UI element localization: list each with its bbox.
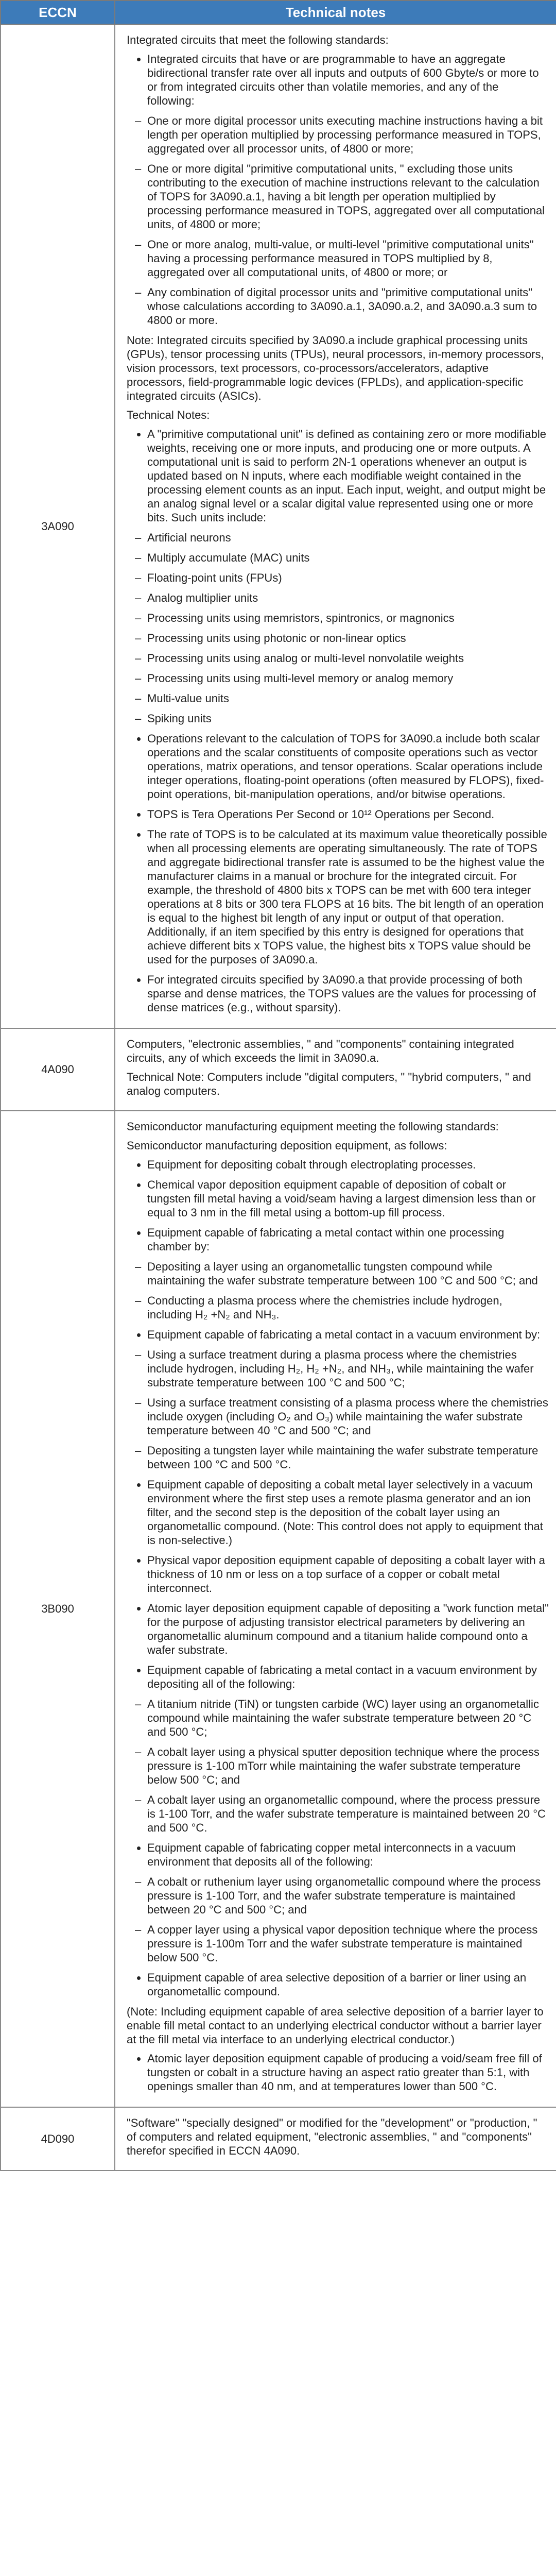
notes-cell bbox=[115, 24, 556, 1028]
dash-item: – Depositing a tungsten layer while maintaining the wafer substrate temperature between 100 °C and 500 °C. bbox=[147, 1444, 549, 1471]
dash-item: – A copper layer using a physical vapor deposition technique where the process pressure is 1-100m Torr and the wafer substrate temperature is maintained below 500 °C. bbox=[147, 1923, 549, 1964]
bullet-item: • Equipment capable of area selective deposition of a barrier or liner using an organometallic compound. bbox=[147, 1971, 549, 1998]
dash-item: – Floating-point units (FPUs) bbox=[147, 571, 549, 585]
dash-item: – Multi-value units bbox=[147, 691, 549, 705]
dash-item: – A cobalt layer using an organometallic compound, where the process pressure is 1-100 Torr, and the wafer substrate temperature is maintained between 20 °C and 500 °C. bbox=[147, 1793, 549, 1835]
notes-cell bbox=[115, 1111, 556, 2107]
notes-cell bbox=[115, 2107, 556, 2171]
note-paragraph: Computers, "electronic assemblies, " and "components" containing integrated circuits, any of which exceeds the limit in 3A090.a. bbox=[127, 1038, 514, 1064]
dash-item: – Spiking units bbox=[147, 711, 549, 725]
bullet-item: • Equipment for depositing cobalt through electroplating processes. bbox=[147, 1158, 549, 1172]
bullet-item: • The rate of TOPS is to be calculated at its maximum value theoretically possible when all processing elements are operating simultaneously. The rate of TOPS and aggregate bidirectional transfer rate is assumed to be the highest value the manufacturer claims in a manual or brochure for the integrated circuit. For example, the threshold of 4800 bits x TOPS can be met with 600 tera integer operations at 8 bits or 300 tera FLOPS at 16 bits. The bit length of an operation is equal to the highest bit length of any input or output of that operation. Additionally, if an item specified by this entry is designed for operations that achieve different bits x TOPS value, the highest bits x TOPS value should be used for the purposes of 3A090.a. bbox=[147, 827, 549, 967]
bullet-list bbox=[127, 1478, 549, 1691]
bullet-list bbox=[127, 1158, 549, 1253]
note-paragraph: Technical Notes: bbox=[127, 409, 210, 421]
header-technical-notes: Technical notes bbox=[115, 1, 556, 24]
dash-item: – Any combination of digital processor units and "primitive computational units" whose calculations according to 3A090.a.1, 3A090.a.2, and 3A090.a.3 sum to 4800 or more. bbox=[147, 285, 549, 327]
bullet-list bbox=[127, 1841, 549, 1869]
eccn-cell: 3B090 bbox=[1, 1111, 115, 2107]
dash-item: – Processing units using multi-level memory or analog memory bbox=[147, 671, 549, 685]
bullet-item: • Integrated circuits that have or are programmable to have an aggregate bidirectional transfer rate over all inputs and outputs of 600 Gbyte/s or more to or from integrated circuits other than volatile memories, and any of the following: bbox=[147, 52, 549, 108]
dash-item: – Artificial neurons bbox=[147, 531, 549, 545]
dash-item: – A titanium nitride (TiN) or tungsten carbide (WC) layer using an organometallic compound while maintaining the wafer substrate temperature between 20 °C and 500 °C; bbox=[147, 1697, 549, 1739]
dash-item: – One or more analog, multi-value, or multi-level "primitive computational units" having a processing performance measured in TOPS multiplied by 8, aggregated over all computational units, of 4800 or more; or bbox=[147, 238, 549, 279]
bullet-item: • Chemical vapor deposition equipment capable of deposition of cobalt or tungsten fill metal having a void/seam having a largest dimension less than or equal to 3 nm in the fill metal using a bottom-up fill process. bbox=[147, 1178, 549, 1219]
bullet-item: • For integrated circuits specified by 3A090.a that provide processing of both sparse and dense matrices, the TOPS values are the values for processing of dense matrices (e.g., without sparsity). bbox=[147, 973, 549, 1014]
bullet-item: • Equipment capable of depositing a cobalt metal layer selectively in a vacuum environment where the first step uses a remote plasma generator and an ion filter, and the second step is the deposition of the cobalt layer using an organometallic compound. (Note: This control does not apply to equipment that is non-selective.) bbox=[147, 1478, 549, 1547]
table-row bbox=[1, 2107, 556, 2171]
bullet-item: • Equipment capable of fabricating copper metal interconnects in a vacuum environment that deposits all of the following: bbox=[147, 1841, 549, 1869]
dash-list bbox=[127, 1875, 549, 1964]
dash-item: – Analog multiplier units bbox=[147, 591, 549, 605]
bullet-list bbox=[127, 52, 549, 108]
bullet-item: • Physical vapor deposition equipment capable of depositing a cobalt layer with a thickness of 10 nm or less on a top surface of a copper or cobalt metal interconnect. bbox=[147, 1553, 549, 1595]
bullet-list bbox=[127, 732, 549, 1014]
header-row bbox=[1, 1, 556, 24]
bullet-item: • Equipment capable of fabricating a metal contact in a vacuum environment by depositing all of the following: bbox=[147, 1663, 549, 1691]
note-paragraph: Note: Integrated circuits specified by 3A090.a include graphical processing units (GPUs), tensor processing units (TPUs), neural processors, in-memory processors, vision processors, text processors, co-processors/accelerators, adaptive processors, field-programmable logic devices (FPLDs), and application-specific integrated circuits (ASICs). bbox=[127, 334, 544, 402]
dash-item: – Depositing a layer using an organometallic tungsten compound while maintaining the wafer substrate temperature between 100 °C and 500 °C; and bbox=[147, 1260, 549, 1287]
bullet-item: • A "primitive computational unit" is defined as containing zero or more modifiable weights, receiving one or more inputs, and producing one or more outputs. A computational unit is said to perform 2N-1 operations whenever an output is updated based on N inputs, where each modifiable weight contained in the processing element counts as an input. Each input, weight, and output might be an analog signal level or a scalar digital value represented using one or more bits. Such units include: bbox=[147, 427, 549, 524]
header-eccn: ECCN bbox=[1, 1, 115, 24]
dash-item: – Conducting a plasma process where the chemistries include hydrogen, including H₂ +N₂ and NH₃. bbox=[147, 1294, 549, 1321]
eccn-cell: 3A090 bbox=[1, 24, 115, 1028]
bullet-list bbox=[127, 1328, 549, 1342]
bullet-item: • Equipment capable of fabricating a metal contact in a vacuum environment by: bbox=[147, 1328, 549, 1342]
bullet-item: • Atomic layer deposition equipment capable of producing a void/seam free fill of tungsten or cobalt in a structure having an aspect ratio greater than 5:1, with openings smaller than 40 nm, and at temperatures lower than 500 °C. bbox=[147, 2052, 549, 2093]
note-paragraph: Technical Note: Computers include "digital computers, " "hybrid computers, " and analog computers. bbox=[127, 1071, 531, 1097]
note-paragraph: (Note: Including equipment capable of area selective deposition of a barrier layer to enable fill metal contact to an underlying electrical conductor without a barrier layer at the fill metal via interface to an underlying electrical conductor.) bbox=[127, 2005, 544, 2046]
note-paragraph: "Software" "specially designed" or modified for the "development" or "production, " of computers and related equipment, "electronic assemblies, " and "components" therefor specified in ECCN 4A090. bbox=[127, 2116, 537, 2157]
dash-item: – A cobalt layer using a physical sputter deposition technique where the process pressure is 1-100 mTorr while maintaining the wafer substrate temperature below 500 °C; and bbox=[147, 1745, 549, 1787]
table-row bbox=[1, 24, 556, 1028]
table-row bbox=[1, 1111, 556, 2107]
dash-list bbox=[127, 1348, 549, 1471]
eccn-cell: 4D090 bbox=[1, 2107, 115, 2171]
dash-item: – Processing units using analog or multi-level nonvolatile weights bbox=[147, 651, 549, 665]
dash-item: – Processing units using memristors, spintronics, or magnonics bbox=[147, 611, 549, 625]
bullet-item: • Atomic layer deposition equipment capable of depositing a "work function metal" for the purpose of adjusting transistor electrical parameters by delivering an organometallic aluminum compound and a titanium halide compound onto a wafer substrate. bbox=[147, 1601, 549, 1657]
bullet-list bbox=[127, 427, 549, 524]
bullet-item: • Equipment capable of fabricating a metal contact within one processing chamber by: bbox=[147, 1226, 549, 1253]
dash-item: – One or more digital processor units executing machine instructions having a bit length per operation multiplied by processing performance measured in TOPS, aggregated over all processor units, of 4800 or more; bbox=[147, 114, 549, 156]
bullet-list bbox=[127, 2052, 549, 2093]
bullet-list bbox=[127, 1971, 549, 1998]
dash-list bbox=[127, 1697, 549, 1835]
dash-list bbox=[127, 531, 549, 725]
table-row bbox=[1, 1028, 556, 1111]
note-paragraph: Integrated circuits that meet the following standards: bbox=[127, 33, 389, 46]
dash-item: – One or more digital "primitive computational units, " excluding those units contributing to the execution of machine instructions relevant to the calculation of TOPS for 3A090.a.1, having a bit length per operation multiplied by processing performance measured in TOPS, aggregated over all computational units, of 4800 or more; bbox=[147, 162, 549, 231]
note-paragraph: Semiconductor manufacturing deposition equipment, as follows: bbox=[127, 1139, 447, 1152]
dash-item: – Multiply accumulate (MAC) units bbox=[147, 551, 549, 565]
eccn-cell: 4A090 bbox=[1, 1028, 115, 1111]
dash-item: – Processing units using photonic or non-linear optics bbox=[147, 631, 549, 645]
dash-item: – Using a surface treatment consisting of a plasma process where the chemistries include oxygen (including O₂ and O₃) while maintaining the wafer substrate temperature between 40 °C and 500 °C; and bbox=[147, 1396, 549, 1437]
bullet-item: • Operations relevant to the calculation of TOPS for 3A090.a include both scalar operations and the scalar constituents of composite operations such as vector operations, matrix operations, and tensor operations. Scalar operations include integer operations, floating-point operations (often measured by FLOPS), fixed-point operations, bit-manipulation operations, and/or bitwise operations. bbox=[147, 732, 549, 801]
dash-item: – Using a surface treatment during a plasma process where the chemistries include hydrogen, including H₂, H₂ +N₂, and NH₃, while maintaining the wafer substrate temperature between 100 °C and 500 °C; bbox=[147, 1348, 549, 1389]
bullet-item: • TOPS is Tera Operations Per Second or 10¹² Operations per Second. bbox=[147, 807, 549, 821]
note-paragraph: Semiconductor manufacturing equipment meeting the following standards: bbox=[127, 1120, 499, 1133]
dash-item: – A cobalt or ruthenium layer using organometallic compound where the process pressure is 1-100 Torr, and the wafer substrate temperature is maintained between 20 °C and 500 °C; and bbox=[147, 1875, 549, 1917]
dash-list bbox=[127, 1260, 549, 1321]
notes-cell bbox=[115, 1028, 556, 1111]
dash-list bbox=[127, 114, 549, 327]
